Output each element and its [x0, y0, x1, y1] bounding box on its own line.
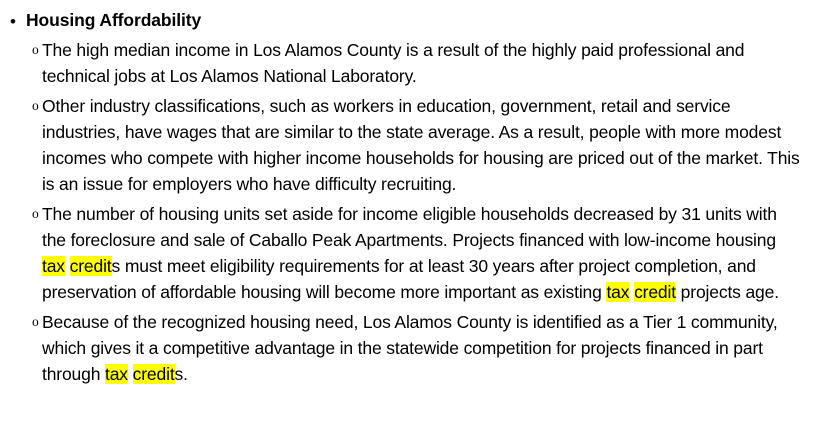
sub-bullet-list — [0, 37, 833, 387]
highlighted-term: tax — [42, 256, 65, 276]
list-item-text: Because of the recognized housing need, Los Alamos County is identified as a Tier 1 community, which gives it a competitive advantage in the statewide competition for projects financed in part through tax credits. — [42, 312, 778, 384]
highlighted-term: credit — [132, 364, 175, 384]
section-heading: Housing Affordability — [26, 10, 202, 30]
list-item-text: The number of housing units set aside for income eligible households decreased by 31 units with the foreclosure and sale of Caballo Peak Apartments. Projects financed with low-income housing tax credits must meet eligibility requirements for at least 30 years after project completion, and preservation of affordable housing will become more important as existing tax credit projects age. — [42, 204, 779, 302]
bullet-icon: • — [10, 12, 16, 31]
highlighted-term: credit — [69, 256, 112, 276]
circle-bullet-icon: o — [32, 98, 39, 113]
circle-bullet-icon: o — [32, 206, 39, 221]
circle-bullet-icon: o — [32, 42, 39, 57]
list-item — [0, 93, 833, 197]
circle-bullet-icon: o — [32, 314, 39, 329]
heading-list-item — [0, 9, 833, 33]
list-item-text: Other industry classifications, such as workers in education, government, retail and service industries, have wages that are similar to the state average. As a result, people with more modest incomes who compete with higher income households for housing are priced out of the market. This is an issue for employers who have difficulty recruiting. — [42, 96, 800, 194]
list-item-text: The high median income in Los Alamos County is a result of the highly paid professional and technical jobs at Los Alamos National Laboratory. — [42, 40, 745, 86]
highlighted-term: credit — [634, 282, 676, 302]
list-item — [0, 201, 833, 305]
list-item — [0, 37, 833, 89]
list-item — [0, 309, 833, 387]
highlighted-term: tax — [105, 364, 128, 384]
document-page — [0, 9, 833, 437]
highlighted-term: tax — [606, 282, 630, 302]
